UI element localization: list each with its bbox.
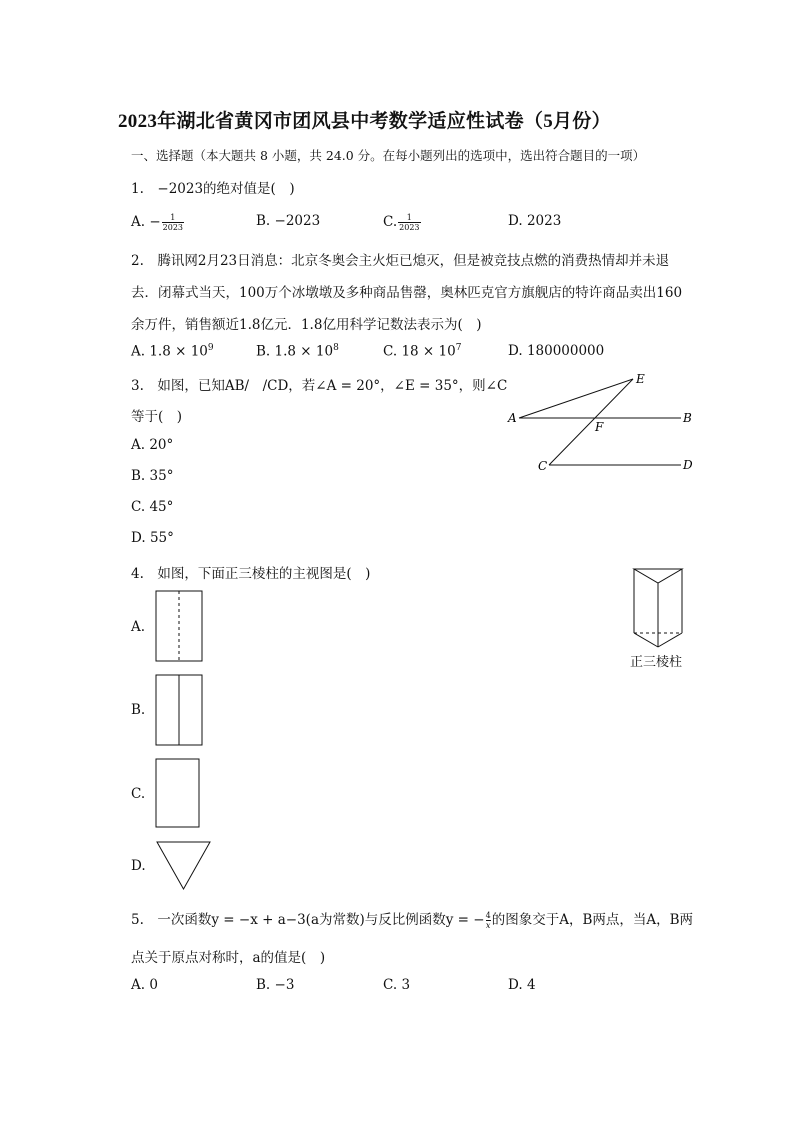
option-exponent: 9 [207, 343, 214, 353]
option-label: C. [383, 977, 398, 993]
option-label: A. [131, 343, 146, 360]
option-label: D. [508, 977, 523, 993]
page-title: 2023年湖北省黄冈市团风县中考数学适应性试卷（5月份） [118, 111, 611, 132]
q5-text-c: 的图象交于A，B两点，当A，B两 [491, 912, 694, 928]
q1-option-d[interactable] [508, 213, 561, 229]
q3-option-c[interactable] [131, 499, 173, 515]
q5-option-c[interactable] [383, 977, 410, 993]
question-1-stem: 1. −2023的绝对值是( ) [131, 181, 295, 197]
question-3-line-1: 3. 如图，已知AB/ /CD，若∠A = 20°，∠E = 35°，则∠C [131, 378, 508, 394]
question-5-line-2: 点关于原点对称时，a的值是( ) [131, 950, 326, 966]
label-b: B [683, 411, 692, 425]
option-exponent: 8 [333, 343, 339, 353]
q4-option-b-figure[interactable] [155, 674, 204, 748]
option-base: 1.8 × 10 [274, 343, 334, 360]
option-label: B. [131, 468, 146, 484]
option-base: 1.8 × 10 [149, 343, 208, 360]
q4-option-c-label[interactable]: C. [131, 786, 146, 802]
fraction: $\frac{1}{2023}$ [399, 213, 420, 232]
q3-parallel-lines-figure [505, 370, 705, 480]
q2-option-a[interactable] [131, 343, 214, 360]
q4-option-d-label[interactable]: D. [131, 858, 146, 874]
q1-option-c[interactable] [383, 213, 422, 232]
section-header: 一、选择题（本大题共 8 小题，共 24.0 分。在每小题列出的选项中，选出符合题目的一项） [131, 148, 646, 163]
q5-text-b: y = −x + a−3(a为常数)与反比例函数y = − [211, 912, 485, 928]
line-ae [519, 379, 633, 418]
option-label: B. [256, 343, 271, 360]
q4-option-b-label[interactable]: B. [131, 702, 146, 718]
option-label: A. [131, 437, 146, 453]
label-f: F [595, 420, 604, 434]
question-2-line-1: 2. 腾讯网2月23日消息：北京冬奥会主火炬已熄灭，但是被竞技点燃的消费热情却并未退 [131, 253, 670, 269]
option-label: C. [131, 499, 146, 515]
option-text: −3 [274, 977, 295, 993]
label-a: A [508, 411, 517, 425]
q3-option-a[interactable] [131, 437, 173, 453]
option-label: B. [256, 213, 271, 229]
q1-option-a[interactable] [131, 213, 185, 232]
line-ce [549, 379, 633, 465]
q4-option-d-figure[interactable] [155, 840, 213, 892]
option-text: 20° [149, 437, 174, 453]
option-exponent: 7 [455, 343, 462, 353]
question-2-line-3: 余万件，销售额近1.8亿元．1.8亿用科学记数法表示为( ) [131, 317, 482, 333]
q3-option-d[interactable] [131, 530, 174, 546]
option-label: C. [383, 214, 398, 230]
question-4-stem: 4. 如图，下面正三棱柱的主视图是( ) [131, 566, 371, 582]
option-label: D. [131, 530, 146, 546]
q1-option-b[interactable] [256, 213, 320, 229]
question-5-line-1 [131, 908, 693, 930]
q4-option-a-figure[interactable] [155, 590, 204, 664]
q5-option-d[interactable] [508, 977, 536, 993]
q2-option-c[interactable] [383, 343, 461, 360]
fraction: $\frac{4}{x}$ [485, 911, 491, 930]
option-text: 4 [526, 977, 536, 993]
prism-caption: 正三棱柱 [630, 655, 683, 670]
q5-text-a: 5. 一次函数 [131, 912, 212, 928]
option-label: D. [508, 213, 523, 229]
q4-option-c-figure[interactable] [155, 758, 201, 830]
option-text: 35° [149, 468, 174, 484]
q2-option-b[interactable] [256, 343, 339, 360]
option-text: −2023 [274, 213, 321, 229]
option-base: 18 × 10 [401, 343, 456, 360]
question-3-line-2: 等于( ) [131, 409, 183, 425]
label-e: E [636, 372, 645, 386]
option-text: 2023 [526, 213, 562, 229]
triangular-prism-figure [629, 563, 689, 653]
fraction: $\frac{1}{2023}$ [162, 213, 184, 232]
option-text: 55° [149, 530, 174, 546]
option-text: 3 [401, 977, 411, 993]
option-label: A. [131, 214, 146, 230]
option-text: 0 [149, 977, 158, 993]
q5-option-a[interactable] [131, 977, 158, 993]
option-label: D. [508, 343, 523, 359]
option-text: 180000000 [526, 343, 605, 359]
option-sign: − [149, 214, 161, 230]
option-text: 45° [149, 499, 174, 515]
q4-option-a-label[interactable]: A. [131, 619, 146, 635]
option-label: A. [131, 977, 146, 993]
question-2-line-2: 去．闭幕式当天，100万个冰墩墩及多种商品售罄，奥林匹克官方旗舰店的特许商品卖出160 [131, 285, 683, 301]
option-label: C. [383, 343, 398, 360]
label-c: C [538, 459, 548, 473]
q5-option-b[interactable] [256, 977, 294, 993]
label-d: D [683, 458, 693, 472]
option-label: B. [256, 977, 271, 993]
q3-option-b[interactable] [131, 468, 173, 484]
q2-option-d[interactable] [508, 343, 604, 359]
